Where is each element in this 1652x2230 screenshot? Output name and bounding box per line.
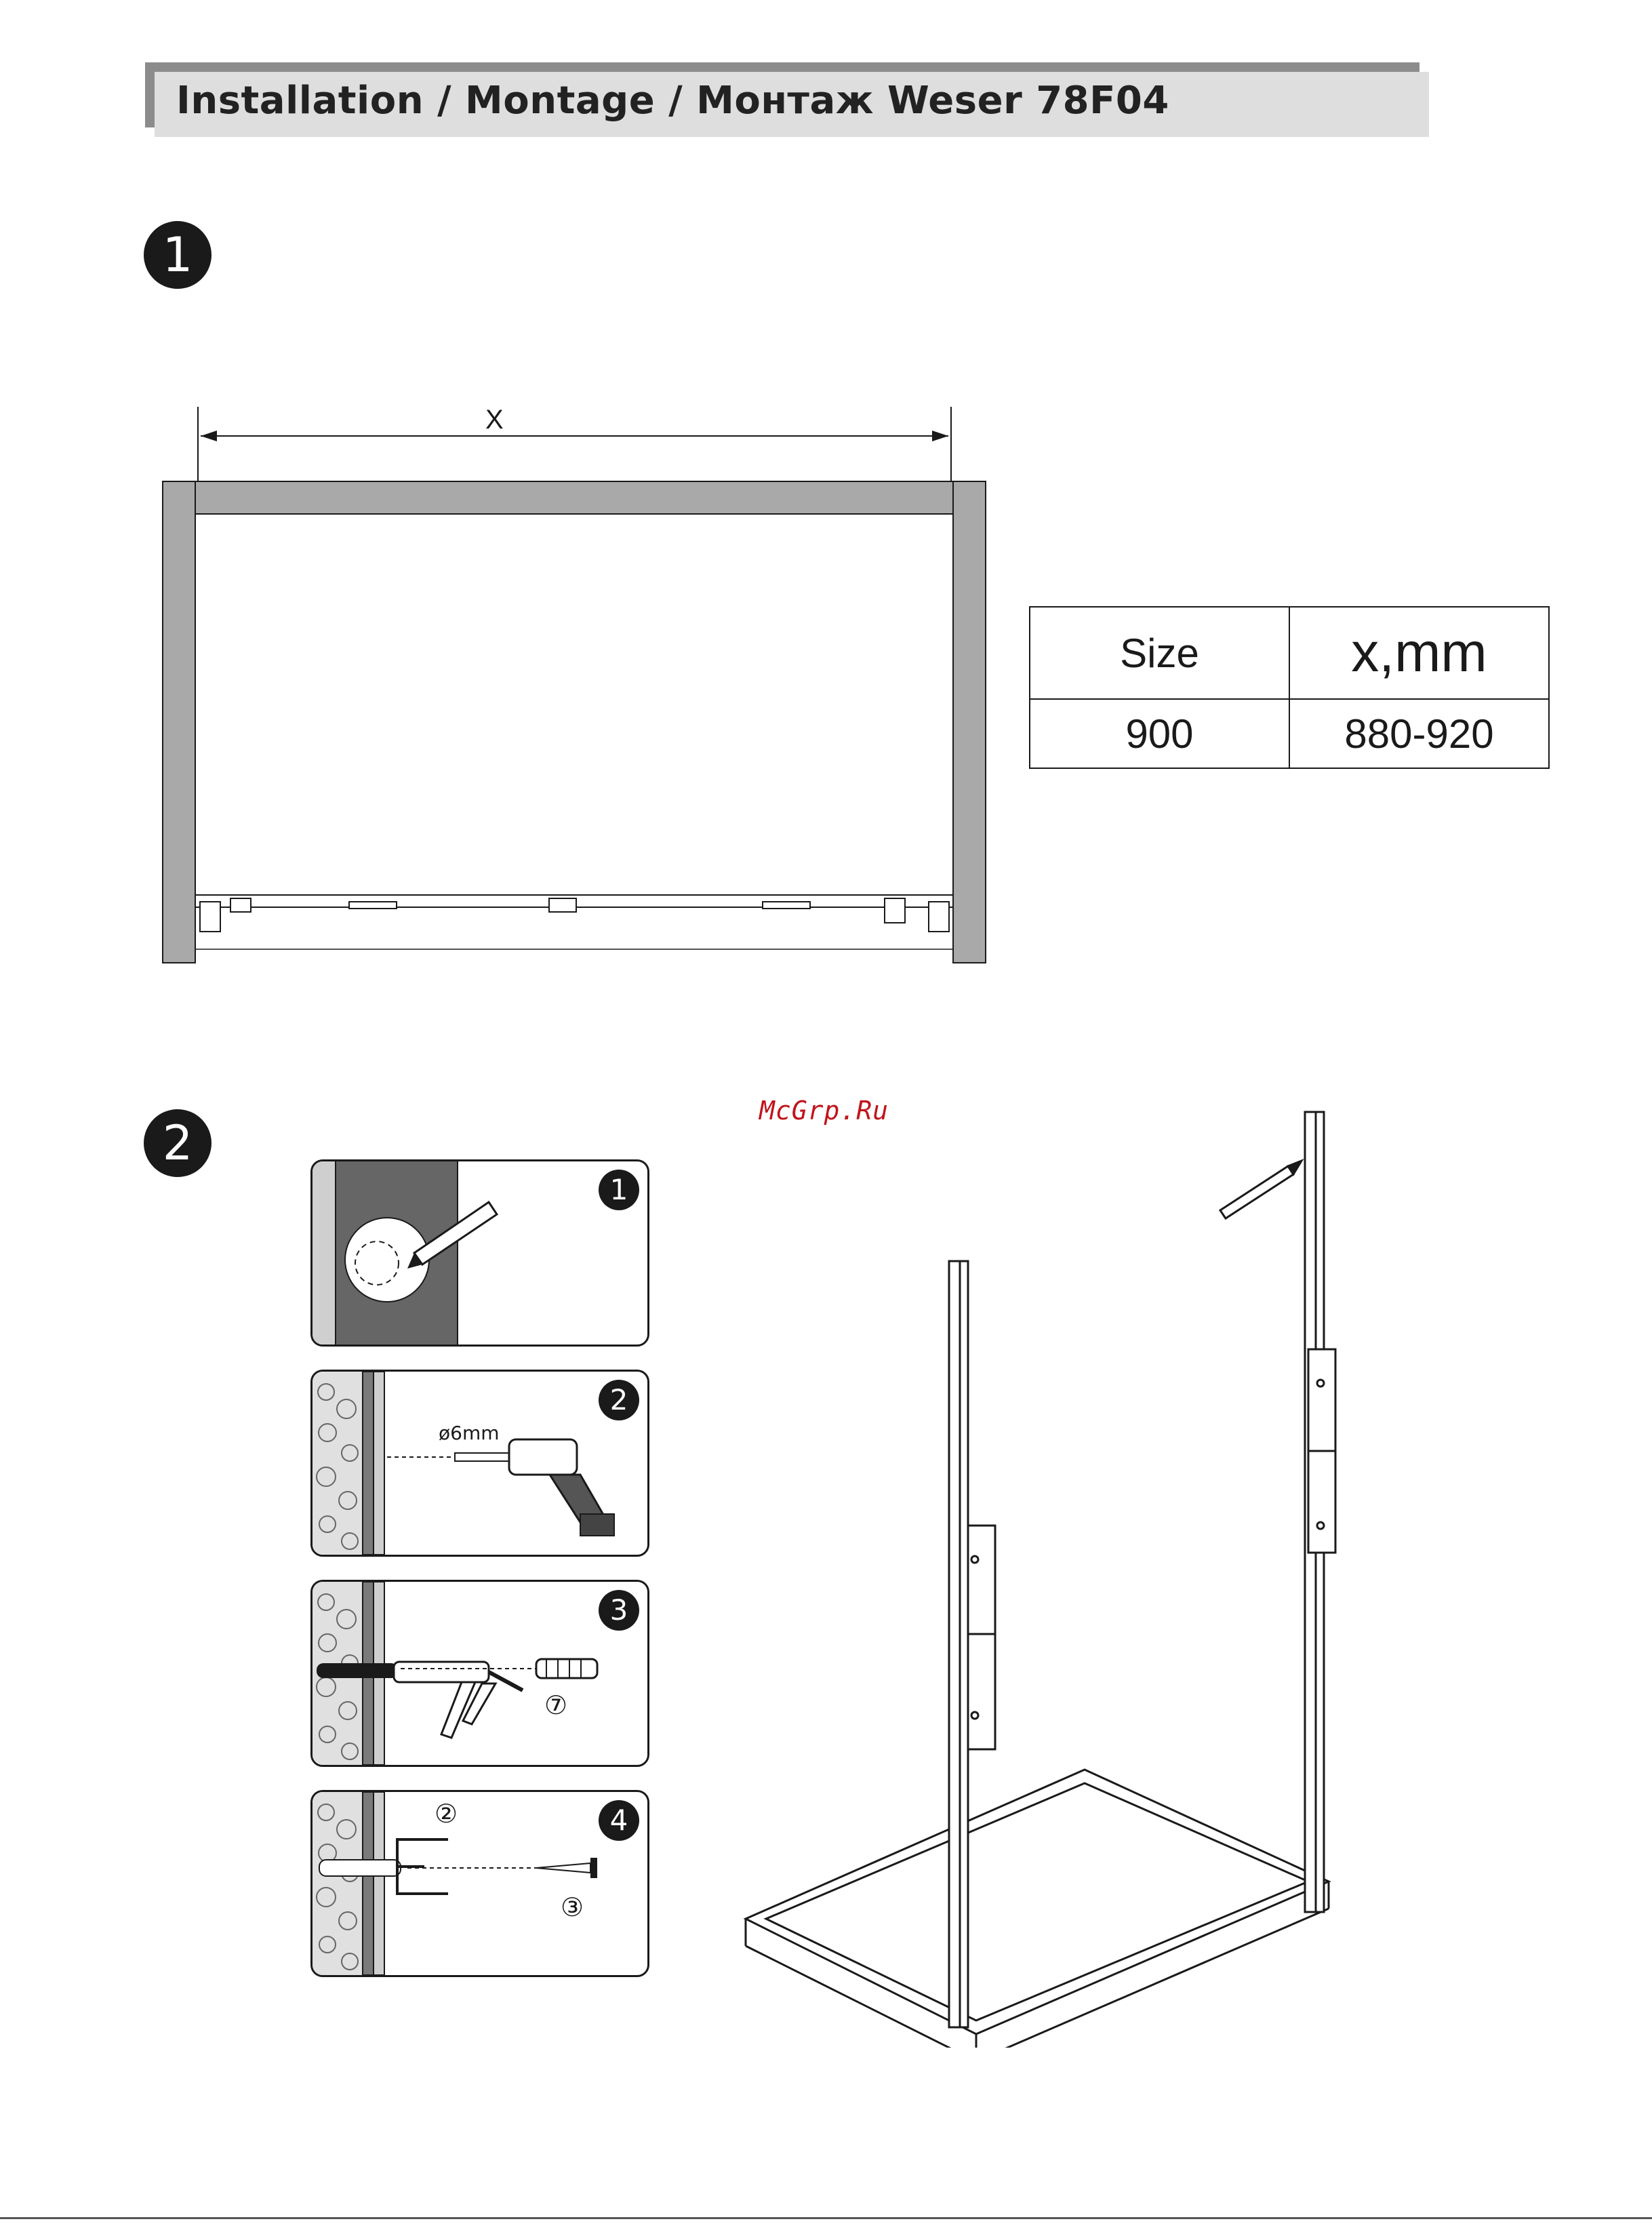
- panel-anchor-num: 3: [599, 1590, 639, 1631]
- size-table-cell-range: 880-920: [1289, 699, 1549, 768]
- panel-drill: [310, 1370, 649, 1557]
- frame-drawing: [149, 400, 996, 983]
- wall-right: [953, 481, 986, 963]
- part-7-label: ⑦: [544, 1690, 568, 1720]
- roller-5: [885, 898, 905, 923]
- panel-screw-illustration: [313, 1792, 647, 1975]
- shower-assembly-drawing: [732, 1098, 1356, 2048]
- drill-icon: [455, 1439, 614, 1536]
- panel-anchor: [310, 1580, 649, 1767]
- page-title: Installation / Montage / Монтаж Weser 78F04: [176, 79, 1169, 123]
- screw-icon: [536, 1858, 597, 1878]
- right-wall-profile: [1305, 1112, 1335, 1912]
- pencil-icon: [1220, 1161, 1302, 1218]
- panel-drill-illustration: [313, 1372, 647, 1555]
- roller-1: [230, 898, 251, 912]
- size-table-header-x: x,mm: [1289, 607, 1549, 699]
- dimension-arrow-right: [932, 431, 948, 441]
- left-wall-profile: [949, 1261, 995, 2027]
- rail-end-right: [929, 902, 949, 932]
- drill-size-label: ø6mm: [439, 1422, 500, 1444]
- step-2-badge: 2: [144, 1109, 211, 1177]
- shower-tray: [746, 1770, 1329, 2048]
- wall-left: [163, 481, 195, 963]
- panel-mark-illustration: [313, 1161, 647, 1345]
- size-table-header-row: [1030, 607, 1549, 699]
- sealant-gun-icon: [394, 1662, 523, 1738]
- size-table-header-size: Size: [1030, 607, 1289, 699]
- panel-mark: [310, 1159, 649, 1347]
- panel-mark-num: 1: [599, 1170, 639, 1210]
- panel-anchor-illustration: [313, 1582, 647, 1765]
- panel-screw-num: 4: [599, 1800, 639, 1841]
- wall-profile-icon: [397, 1839, 448, 1894]
- dimension-arrow-left: [201, 431, 217, 441]
- rail-end-left: [200, 902, 220, 932]
- wall-top: [195, 481, 953, 514]
- roller-4: [763, 902, 810, 909]
- footer-rule: [0, 2217, 1652, 2219]
- step-1-badge: 1: [144, 221, 211, 289]
- watermark: McGrp.Ru: [759, 1096, 889, 1126]
- panel-screw: [310, 1790, 649, 1977]
- dimension-label: X: [485, 405, 504, 435]
- roller-3: [549, 898, 576, 912]
- panel-drill-num: 2: [599, 1380, 639, 1420]
- part-2-label: ②: [435, 1799, 458, 1829]
- part-3-label: ③: [561, 1892, 584, 1922]
- size-table: [1029, 606, 1550, 769]
- wall-plug-icon: [536, 1659, 597, 1678]
- table-row: [1030, 699, 1549, 768]
- size-table-cell-size: 900: [1030, 699, 1289, 768]
- roller-2: [349, 902, 397, 909]
